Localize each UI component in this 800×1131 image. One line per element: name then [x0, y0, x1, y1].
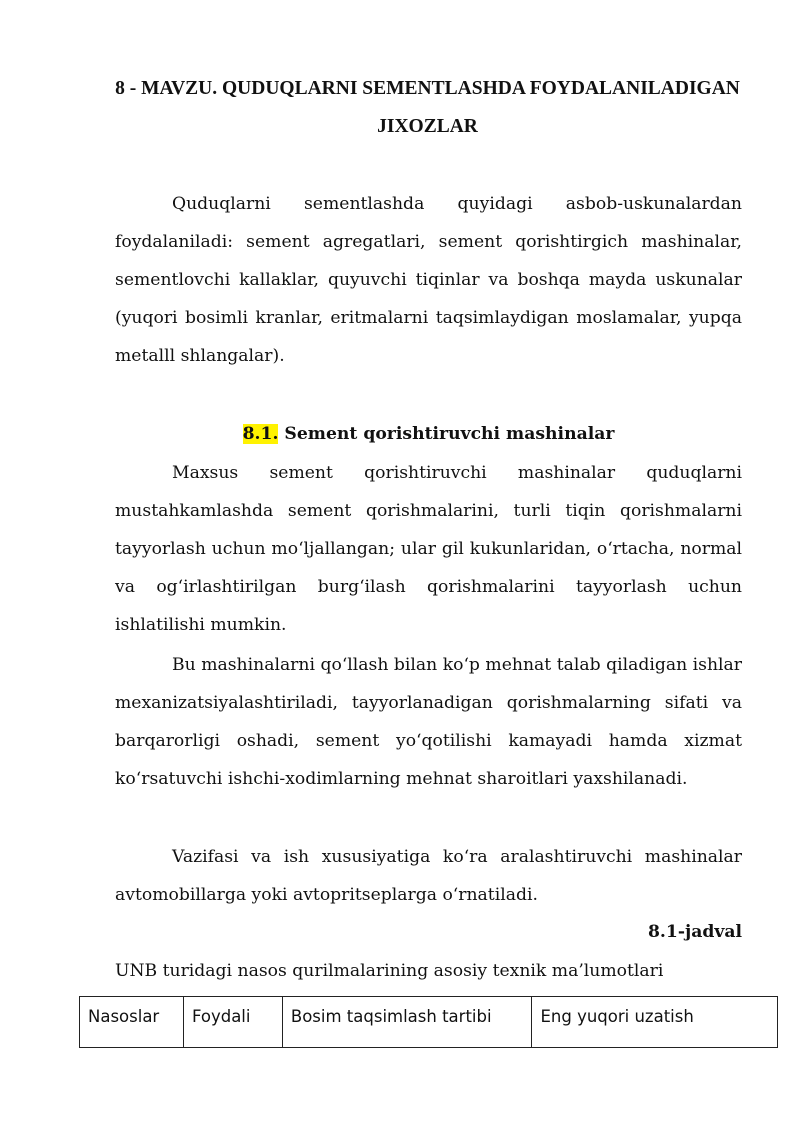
- table-header-cell-uzatish: Eng yuqori uzatish: [532, 997, 778, 1048]
- intro-paragraph: [115, 185, 742, 375]
- section-paragraph-3: [115, 838, 742, 914]
- table-header-cell-foydali: Foydali: [183, 997, 282, 1048]
- section-paragraph-1: [115, 454, 742, 644]
- section-paragraph-2-text: Bu mashinalarni qo‘llash bilan ko‘p mehnat talab qiladigan ishlar mexanizatsiyalashtiriladi, tayyorlanadigan qorishmalarning sifati va barqarorligi oshadi, sement yo‘qotilishi kamayadi hamda xizmat ko‘rsatuvchi ishchi-xodimlarning mehnat sharoitlari yaxshilanadi.: [115, 655, 742, 789]
- table-label: 8.1-jadval: [647, 922, 742, 942]
- title-line-2: JIXOZLAR: [377, 116, 478, 137]
- document-title: [100, 70, 755, 146]
- section-heading: [115, 415, 742, 453]
- table-header-cell-bosim: Bosim taqsimlash tartibi: [282, 997, 532, 1048]
- section-title: Sement qorishtiruvchi mashinalar: [278, 424, 615, 444]
- intro-paragraph-text: Quduqlarni sementlashda quyidagi asbob-uskunalardan foydalaniladi: sement agregatlari, sement qorishtirgich mashinalar, sementlovchi kallaklar, quyuvchi tiqinlar va boshqa mayda uskunalar (yuqori bosimli kranlar, eritmalarni taqsimlaydigan moslamalar, yupqa metalll shlangalar).: [115, 194, 742, 366]
- table-caption: UNB turidagi nasos qurilmalarining asosiy texnik ma’lumotlari: [115, 961, 664, 981]
- title-line-1: 8 - MAVZU. QUDUQLARNI SEMENTLASHDA FOYDALANILADIGAN: [115, 78, 740, 99]
- section-paragraph-2: [115, 646, 742, 798]
- section-paragraph-1-text: Maxsus sement qorishtiruvchi mashinalar quduqlarni mustahkamlashda sement qorishmalarini, turli tiqin qorishmalarni tayyorlash uchun mo‘ljallangan; ular gil kukunlaridan, o‘rtacha, normal va og‘irlashtirilgan burg‘ilash qorishmalarini tayyorlash uchun ishlatilishi mumkin.: [115, 463, 742, 635]
- section-paragraph-3-text: Vazifasi va ish xususiyatiga ko‘ra aralashtiruvchi mashinalar avtomobillarga yoki avtopritseplarga o‘rnatiladi.: [115, 847, 742, 905]
- table-header-row: [80, 997, 778, 1048]
- section-number-highlight: 8.1.: [242, 424, 279, 444]
- table-header-cell-nasoslar: Nasoslar: [80, 997, 184, 1048]
- technical-data-table: [79, 996, 778, 1048]
